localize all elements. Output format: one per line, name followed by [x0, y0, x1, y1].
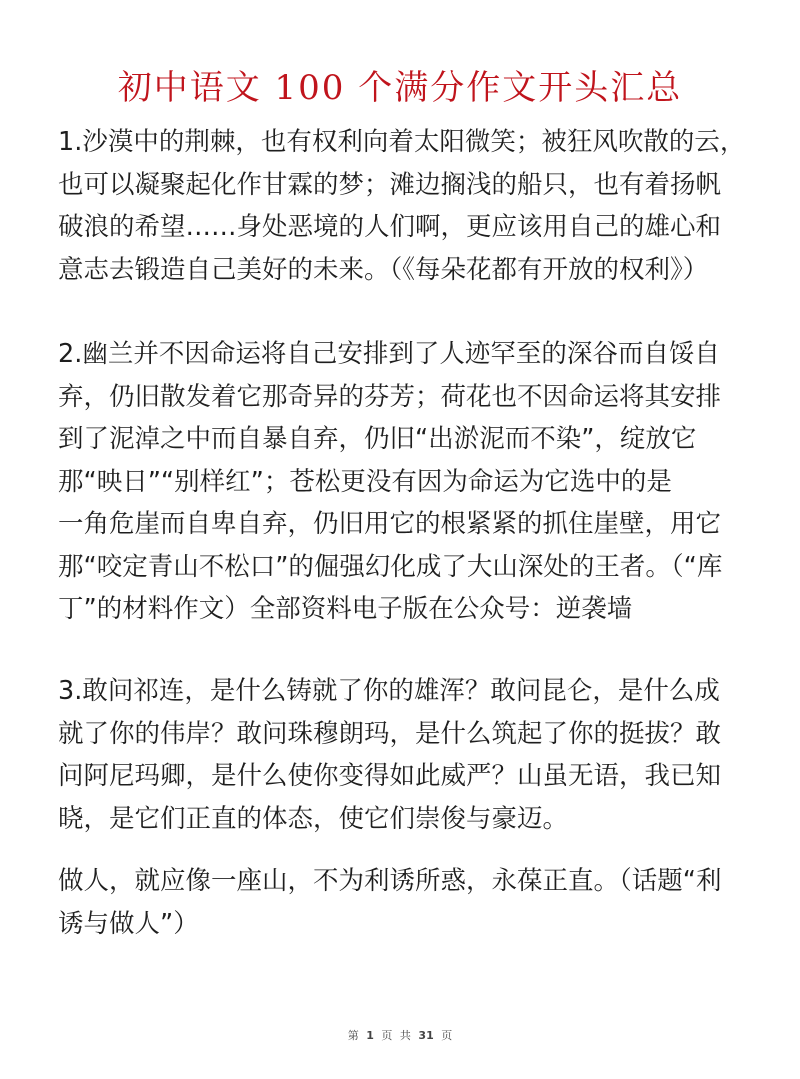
paragraph-4: [58, 860, 748, 945]
footer-total-label: 共: [399, 1029, 411, 1042]
text-line: 1.沙漠中的荆棘，也有权利向着太阳微笑；被狂风吹散的云，: [58, 127, 746, 157]
text-line: 那“咬定青山不松口”的倔强幻化成了大山深处的王者。（“库: [58, 551, 723, 582]
text-line: 到了泥淖之中而自暴自弃，仍旧“出淤泥而不染”，绽放它: [58, 424, 697, 454]
text-line: 2.幽兰并不因命运将自己安排到了人迹罕至的深谷而自馁自: [58, 339, 720, 369]
current-page-number: 1: [366, 1029, 374, 1042]
footer-suffix: 页: [441, 1029, 453, 1042]
paragraph-2: [58, 333, 748, 631]
paragraph-1: [58, 121, 748, 291]
text-line: 问阿尼玛卿，是什么使你变得如此威严？山虽无语，我已知: [58, 761, 722, 791]
text-line: 就了你的伟岸？敢问珠穆朗玛，是什么筑起了你的挺拔？敢: [58, 718, 722, 749]
text-line: 晓，是它们正直的体态，使它们崇俊与豪迈。: [58, 803, 569, 834]
text-line: 也可以凝聚起化作甘霖的梦；滩边搁浅的船只，也有着扬帆: [58, 169, 722, 200]
total-pages-number: 31: [418, 1029, 434, 1042]
text-line: 3.敢问祁连，是什么铸就了你的雄浑？敢问昆仑，是什么成: [58, 676, 720, 706]
footer-page-label: 页: [381, 1029, 393, 1042]
text-line: 做人，就应像一座山，不为利诱所惑，永葆正直。（话题“利: [58, 866, 722, 896]
text-line: 意志去锻造自己美好的未来。（《每朵花都有开放的权利》）: [58, 254, 709, 285]
paragraph-3: [58, 670, 748, 840]
document-title: 初中语文 100 个满分作文开头汇总: [117, 68, 683, 108]
text-line: 破浪的希望……身处恶境的人们啊，更应该用自己的雄心和: [58, 212, 722, 242]
page-footer: [0, 1027, 800, 1043]
text-line: 丁”的材料作文）全部资料电子版在公众号：逆袭墙: [58, 594, 633, 624]
footer-prefix: 第: [347, 1029, 359, 1042]
text-line: 那“映日”“别样红”；苍松更没有因为命运为它选中的是: [58, 466, 672, 497]
text-line: 弃，仍旧散发着它那奇异的芬芳；荷花也不因命运将其安排: [58, 381, 722, 412]
text-line: 一角危崖而自卑自弃，仍旧用它的根紧紧的抓住崖壁，用它: [58, 509, 722, 539]
text-line: 诱与做人”）: [58, 908, 199, 939]
